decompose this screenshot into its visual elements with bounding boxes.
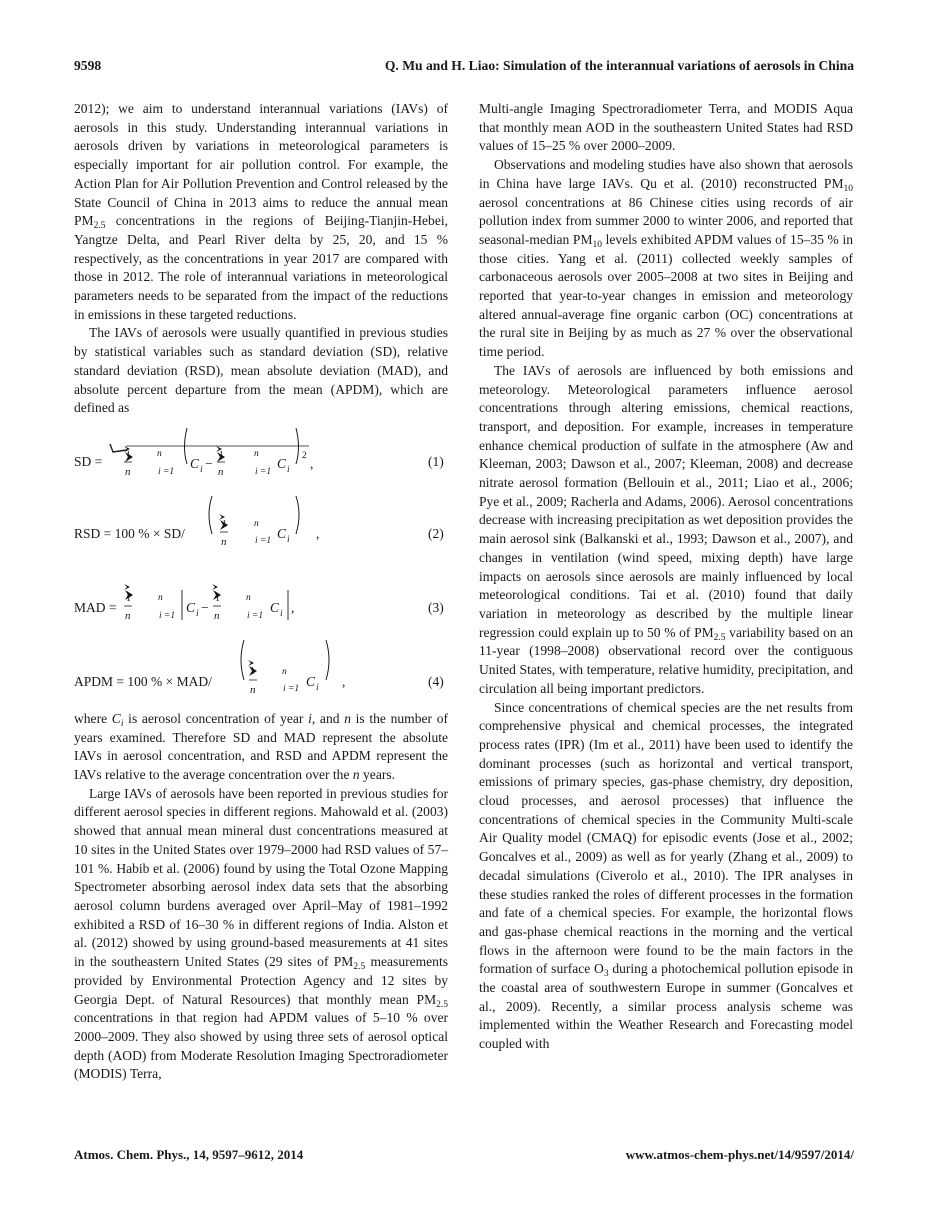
equation-rsd [74,490,448,562]
svg-text:i =1: i =1 [283,683,300,694]
svg-text:i: i [280,608,283,619]
svg-text:n: n [125,609,131,622]
svg-text:i =1: i =1 [255,535,272,546]
svg-text:i =1: i =1 [158,466,175,477]
page-header [74,58,854,78]
svg-text:n: n [157,448,162,459]
svg-text:,: , [342,673,346,689]
equation-apdm [74,634,448,710]
svg-text:n: n [218,465,224,478]
svg-text:C: C [186,599,196,615]
svg-text:n: n [246,592,251,603]
journal-url[interactable]: www.atmos-chem-phys.net/14/9597/2014/ [625,1147,854,1162]
running-title: Q. Mu and H. Liao: Simulation of the interannual variations of aerosols in China [384,58,854,73]
svg-text:1: 1 [126,449,131,461]
paragraph: Multi-angle Imaging Spectroradiometer Terra, and MODIS Aqua that monthly mean AOD in the southeastern United States had RSD values of 15–25 % over 2000–2009. [479,101,853,154]
svg-text:−: − [201,599,209,615]
equation-sd-svg [74,418,448,490]
svg-text:n: n [250,683,256,696]
paragraph: Since concentrations of chemical species are the net results from comprehensive physical and chemical processes, the integrated process rates (IPR) (Im et al., 2011) have been used to identify the dominant processes (such as horizontal and vertical transport, emissions of primary species, gas-phase chemistry, dry deposition, cloud processes, and aerosol processes) that influence the concentrations of chemical species in the Community Multi-scale Air Quality model (CMAQ) for episodic events (Jose et al., 2002; Goncalves et al., 2009) as well as for yearly (Zhang et al., 2009) to decadal simulations (Civerolo et al., 2010). The IPR analyses in these studies ranked the roles of different processes in the formation and fate of a chemical species. For example, the horizontal flows and gas-phase chemical reactions in the morning and the vertical flows in the afternoon were found to be the main factors in the formation of surface $O_3$ during a photochemical pollution episode in the coastal area of southwestern Europe in summer (Goncalves et al., 2009). Recently, a similar process analysis scheme was implemented within the Weather Research and Forecasting model coupled with [479,699,853,1052]
svg-text:,: , [310,455,314,471]
eq-lhs: APDM = 100 % × MAD/ [74,673,212,689]
svg-text:1: 1 [250,665,255,677]
svg-text:1: 1 [219,449,224,461]
svg-text:i: i [316,682,319,693]
paragraph: The IAVs of aerosols were usually quantified in previous studies by statistical variables such as standard deviation (SD), relative standard deviation (RSD), mean absolute deviation (MAD), and absolute percent departure from the mean (APDM), which are defined as [74,325,448,416]
svg-text:2: 2 [302,450,307,461]
paragraph: 2012); we aim to understand interannual variations (IAVs) of aerosols in this study. Understanding interannual variations in aerosols driven by variations in meteorological parameters is especially important for air pollution control. For example, the Action Plan for Air Pollution Prevention and Control released by the State Council of China in 2013 aims to reduce the annual mean $PM_{2.5}$ concentrations in the regions of Beijing-Tianjin-Hebei, Yangtze Delta, and Pearl River delta by 25, 20, and 15 % respectively, as the concentrations in year 2017 are compared with those in 2012. The role of interannual variations in meteorological parameters needs to be separated from the impact of the reductions in emissions in these targeted reductions. [74,101,448,322]
svg-text:i =1: i =1 [159,610,176,621]
eq-lhs: SD = [74,453,103,469]
svg-text:C: C [190,455,200,471]
eq-number: (2) [428,525,444,541]
eq-lhs: MAD = [74,599,117,615]
svg-text:n: n [254,448,259,459]
eq-lhs: RSD = 100 % × SD/ [74,525,185,541]
equation-rsd-svg [74,490,448,562]
left-column [74,100,448,1084]
equation-mad-svg [74,562,448,634]
svg-text:n: n [221,535,227,548]
svg-text:,: , [291,599,295,615]
svg-text:i: i [287,464,290,475]
svg-text:1: 1 [222,518,227,530]
page-footer [74,1147,854,1167]
svg-text:n: n [158,592,163,603]
paragraph: The IAVs of aerosols are influenced by both emissions and meteorology. Meteorological parameters influence aerosol concentrations through altering emissions, chemical reactions, transport, and deposition. For example, increases in temperature enhance chemical production of sulfate in the atmosphere (Aw and Kleeman, 2003; Dawson et al., 2007; Kleeman, 2008) and decrease nitrate aerosol formation (Bellouin et al., 2011; Liao et al., 2006; Pye et al., 2009; Racherla and Adams, 2006). Aerosol concentrations decrease with increasing precipitation as wet deposition provides the main aerosol sink (Balkanski et al., 1993; Dawson et al., 2007), and changes in ventilation (wind speed, mixing depth) have large impacts on aerosols since aerosols are mainly influenced by local meteorological conditions. Tai et al. (2010) found that daily variation in meteorology as described by the multiple linear regression could explain up to 50 % of $PM_{2.5}$ variability based on an 11-year (1998–2008) observational record over the contiguous United States, with temperature, relative humidity, precipitation, and circulation all being important predictors. [479,362,853,696]
svg-text:C: C [277,525,287,541]
page-number: 9598 [74,58,102,73]
equation-mad [74,562,448,634]
svg-text:,: , [316,525,320,541]
equation-sd [74,418,448,490]
svg-text:C: C [270,599,280,615]
svg-text:C: C [306,673,316,689]
svg-text:n: n [214,609,220,622]
svg-text:i =1: i =1 [255,466,272,477]
svg-text:n: n [125,465,131,478]
right-column [479,100,853,1054]
svg-text:1: 1 [215,592,220,604]
svg-text:n: n [282,666,287,677]
journal-citation: Atmos. Chem. Phys., 14, 9597–9612, 2014 [74,1147,304,1162]
svg-text:i =1: i =1 [247,610,264,621]
paragraph: Observations and modeling studies have also shown that aerosols in China have large IAVs. Qu et al. (2010) reconstructed $PM_{10}$ aerosol concentrations at 86 Chinese cities using records of air pollution index from summer 2000 to winter 2006, and reported that seasonal-median $PM_{10}$ levels exhibited APDM values of 15–35 % in those cities. Yang et al. (2011) collected weekly samples of carbonaceous aerosols over 2005–2008 at two sites in Beijing and reported that year-to-year changes in emission and meteorology altered annual-average fine organic carbon (OC) concentrations at the rural site in Beijing by as much as 27 % over the observational time period. [479,157,853,360]
eq-number: (4) [428,673,444,689]
eq-number: (1) [428,453,444,469]
eq-number: (3) [428,599,444,615]
equation-apdm-svg [74,634,448,710]
svg-text:C: C [277,455,287,471]
svg-text:i: i [287,534,290,545]
svg-text:n: n [254,518,259,529]
paragraph: where $C_i$ is aerosol concentration of year i, and n is the number of years examined. Therefore SD and MAD represent the absolute IAVs in aerosol concentration, and RSD and APDM represent the IAVs relative to the average concentration over the n years. [74,710,448,783]
svg-text:−: − [205,455,213,471]
paragraph: Large IAVs of aerosols have been reported in previous studies for different aerosol species in different regions. Mahowald et al. (2003) showed that annual mean mineral dust concentrations measured at 10 sites in the United States over 1979–2000 had RSD values of 57–101 %. Habib et al. (2006) found by using the Total Ozone Mapping Spectrometer absorbing aerosol index data sets that the absorbing aerosol column burdens averaged over April–May of 1981–1992 exhibited a RSD of 16–30 % in different regions of India. Alston et al. (2012) showed by using ground-based measurements at 41 sites in the southeastern United States (29 sites of $PM_{2.5}$ measurements provided by Environmental Protection Agency and 12 sites by Georgia Dept. of Natural Resources) that monthly mean $PM_{2.5}$ concentrations in that region had APDM values of 5–10 % over 2000–2009. They also showed by using three sets of aerosol optical depth (AOD) from Moderate Resolution Imaging Spectroradiometer (MODIS) Terra, [74,785,448,1082]
svg-text:i: i [196,608,199,619]
svg-text:1: 1 [126,592,131,604]
svg-text:i: i [200,464,203,475]
